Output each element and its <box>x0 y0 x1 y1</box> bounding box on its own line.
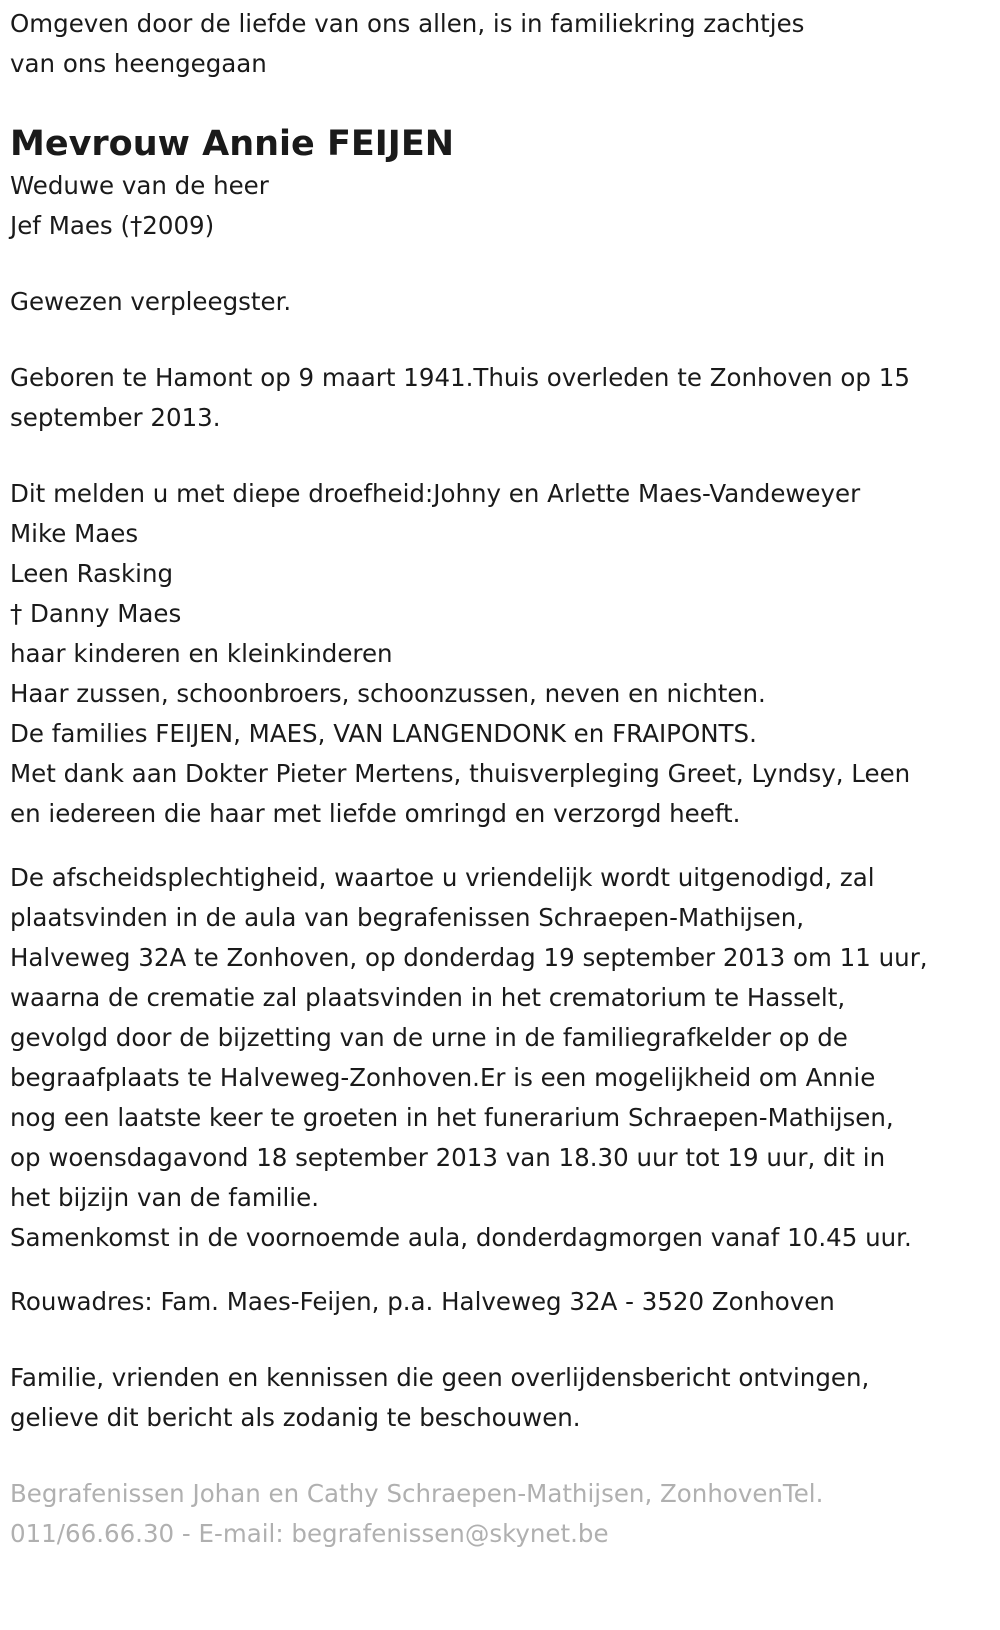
birth-death-text: Geboren te Hamont op 9 maart 1941.Thuis overleden te Zonhoven op 15 september 2013. <box>10 363 910 432</box>
ceremony-text: De afscheidsplechtigheid, waartoe u vriendelijk wordt uitgenodigd, zal plaatsvinden in de aula van begrafenissen Schraepen-Mathijsen, Halveweg 32A te Zonhoven, op donderdag 19 september 2013 om 11 uur, waarna de crematie zal plaatsvinden in het crematorium te Hasselt, gevolgd door de bijzetting van de urne in de familiegrafkelder op de begraafplaats te Halveweg-Zonhoven.Er is een mogelijkheid om Annie nog een laatste keer te groeten in het funerarium Schraepen-Mathijsen, op woensdagavond 18 september 2013 van 18.30 uur tot 19 uur, dit in het bijzijn van de familie. Samenkomst in de voornoemde aula, donderdagmorgen vanaf 10.45 uur. <box>10 863 928 1252</box>
spouse-text: Weduwe van de heer Jef Maes (†2009) <box>10 171 269 240</box>
deceased-name: Mevrouw Annie FEIJEN <box>10 124 455 164</box>
notice-text: Familie, vrienden en kennissen die geen overlijdensbericht ontvingen, gelieve dit bericht als zodanig te beschouwen. <box>10 1363 870 1432</box>
intro-text: Omgeven door de liefde van ons allen, is in familiekring zachtjes van ons heengegaan <box>10 9 805 78</box>
mourners-text: Dit melden u met diepe droefheid:Johny en Arlette Maes-Vandeweyer Mike Maes Leen Rasking † Danny Maes haar kinderen en kleinkinderen Haar zussen, schoonbroers, schoonzussen, neven en nichten. De families FEIJEN, MAES, VAN LANGENDONK en FRAIPONTS. Met dank aan Dokter Pieter Mertens, thuisverpleging Greet, Lyndsy, Leen en iedereen die haar met liefde omringd en verzorgd heeft. <box>10 479 911 828</box>
address-text: Rouwadres: Fam. Maes-Feijen, p.a. Halveweg 32A - 3520 Zonhoven <box>10 1287 835 1316</box>
footer-text: Begrafenissen Johan en Cathy Schraepen-Mathijsen, ZonhovenTel. 011/66.66.30 - E-mail: begrafenissen@skynet.be <box>10 1479 824 1548</box>
occupation-text: Gewezen verpleegster. <box>10 287 292 316</box>
